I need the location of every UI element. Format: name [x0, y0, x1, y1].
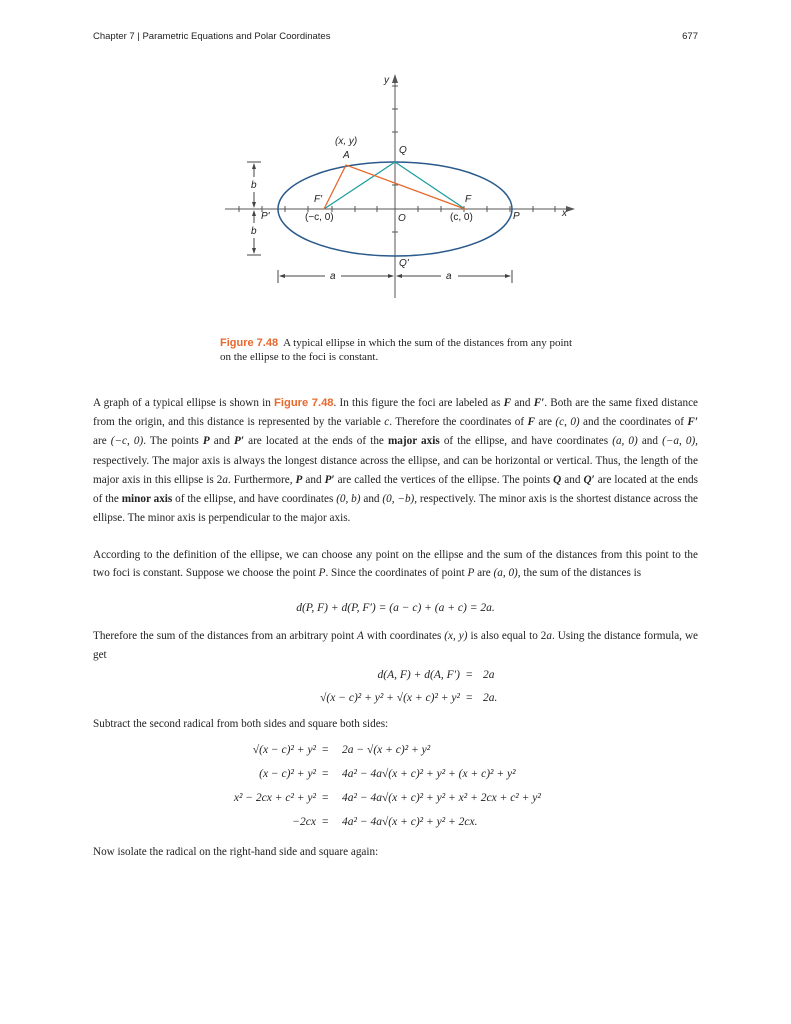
- x-axis-arrow-icon: [566, 206, 575, 212]
- page-number: 677: [682, 31, 698, 42]
- equation-lhs: (x − c)² + y²: [259, 768, 316, 780]
- math-var: P: [467, 566, 475, 579]
- text-run: . Using the distance formula, we get: [93, 630, 698, 661]
- point-q-prime-label: Q': [399, 258, 409, 269]
- figure-caption: [220, 336, 580, 364]
- text-run: of the ellipse, and have coordinates: [439, 435, 613, 448]
- math-expr: (a, 0): [612, 435, 638, 448]
- math-expr: (−c, 0): [110, 435, 144, 448]
- math-expr: (c, 0): [555, 416, 580, 429]
- text-run: respectively. The major axis is always the longest distance across the ellipse, and can be horizontal or vertical. Thus, the length of the major axis in this ellipse is 2: [93, 454, 698, 486]
- equals-sign: =: [322, 816, 329, 828]
- text-run: According to the definition of the ellipse, we can choose any point on the ellipse and the sum of the distances from this point to the two foci is constant. Suppose we choose the point: [93, 549, 698, 579]
- chapter-title: Chapter 7 | Parametric Equations and Polar Coordinates: [93, 31, 331, 42]
- text-run: . The points: [143, 435, 203, 448]
- figure-caption-text: A typical ellipse in which the sum of the distances from any point on the ellipse to the foci is constant.: [220, 337, 573, 363]
- text-run: is also equal to 2: [467, 630, 547, 642]
- y-axis-label: y: [384, 75, 389, 86]
- text-run: are called the vertices of the ellipse. The points: [334, 473, 554, 486]
- equation-lhs: d(A, F) + d(A, F′): [377, 669, 460, 681]
- y-axis-arrow-icon: [392, 74, 398, 83]
- x-axis-label: x: [562, 208, 567, 219]
- math-expr: (x, y): [444, 630, 468, 642]
- math-var: P′: [324, 473, 335, 486]
- math-var: F′: [533, 397, 545, 409]
- text-run: are: [474, 566, 494, 579]
- text-run: respectively. The minor axis is the shortest distance across the ellipse. The minor axis is perpendicular to the major axis.: [93, 493, 699, 525]
- text-run: . Furthermore,: [227, 473, 296, 486]
- text-run: . Therefore the coordinates of: [389, 416, 528, 429]
- equation-lhs: √(x − c)² + y²: [252, 744, 316, 756]
- figure-number: Figure 7.48: [220, 337, 279, 349]
- equation-rhs: 2a − √(x + c)² + y²: [342, 744, 431, 756]
- math-var: P′: [234, 435, 245, 448]
- semi-major-a-left-label: a: [330, 271, 336, 282]
- ellipse-figure: [225, 68, 585, 298]
- equation-rhs: 4a² − 4a√(x + c)² + y² + x² + 2cx + c² + y²: [342, 792, 541, 804]
- vertex-p-label: P: [513, 211, 520, 222]
- term-major-axis: major axis: [387, 435, 440, 448]
- math-var: Q′: [583, 473, 595, 486]
- math-var: Q: [553, 473, 562, 486]
- origin-label: O: [398, 213, 406, 224]
- math-var: F: [527, 416, 535, 429]
- semi-major-a-right-label: a: [446, 271, 452, 282]
- paragraph-subtract-radical: Subtract the second radical from both sides and square both sides:: [93, 718, 389, 730]
- text-run: are located at the ends of the: [93, 473, 698, 506]
- math-var: c: [384, 416, 390, 429]
- equation-rhs: 4a² − 4a√(x + c)² + y² + 2cx.: [342, 816, 478, 828]
- focus-f-coordinates: (c, 0): [450, 212, 473, 223]
- equals-sign: =: [322, 744, 329, 756]
- text-run: are: [93, 435, 111, 448]
- focus-f-label: F: [465, 194, 472, 205]
- equation-rhs: 2a.: [483, 692, 498, 704]
- vertex-p-prime-label: P': [261, 211, 270, 222]
- figure-reference-link[interactable]: Figure 7.48: [274, 397, 334, 409]
- paragraph-isolate-radical: Now isolate the radical on the right-hand side and square again:: [93, 846, 379, 858]
- text-run: and: [360, 493, 383, 506]
- point-a-coordinates-label: (x, y): [335, 136, 358, 147]
- math-var: P: [318, 566, 326, 579]
- semi-minor-b-top-label: b: [251, 180, 257, 191]
- equation-lhs: −2cx: [292, 816, 316, 828]
- term-minor-axis: minor axis: [121, 493, 173, 506]
- text-run: are located at the ends of the: [244, 435, 388, 448]
- math-expr: (a, 0),: [493, 566, 521, 579]
- equation-rhs: 2a: [483, 669, 495, 681]
- text-run: . In this figure the foci are labeled as: [333, 397, 504, 409]
- point-q-label: Q: [399, 145, 407, 156]
- math-var: A: [357, 630, 364, 642]
- math-expr: (0, b): [336, 493, 361, 506]
- math-var: P: [295, 473, 303, 486]
- text-run: and: [302, 473, 325, 486]
- math-expr: (−a, 0),: [662, 435, 698, 448]
- paragraph-arbitrary-point: [93, 627, 698, 665]
- text-run: . Since the coordinates of point: [325, 566, 468, 579]
- semi-minor-b-bottom-label: b: [251, 226, 257, 237]
- math-var: P: [202, 435, 210, 448]
- math-var: F′: [687, 416, 698, 429]
- text-run: and the coordinates of: [579, 416, 688, 429]
- math-var: a: [546, 630, 552, 642]
- equals-sign: =: [466, 669, 473, 681]
- text-run: and: [637, 435, 663, 448]
- text-run: of the ellipse, and have coordinates: [172, 493, 337, 506]
- text-run: and: [561, 473, 584, 486]
- point-a-label: A: [343, 150, 350, 161]
- text-run: and: [209, 435, 235, 448]
- equation-lhs: √(x − c)² + y² + √(x + c)² + y²: [320, 692, 460, 704]
- text-run: the sum of the distances is: [520, 566, 642, 579]
- equals-sign: =: [466, 692, 473, 704]
- equation-rhs: 4a² − 4a√(x + c)² + y² + (x + c)² + y²: [342, 768, 516, 780]
- text-run: with coordinates: [363, 630, 445, 642]
- paragraph-ellipse-description: [93, 394, 698, 528]
- text-run: . Both are the same fixed distance from the origin, and this distance is represented by the variable: [93, 397, 698, 429]
- equals-sign: =: [322, 792, 329, 804]
- text-run: Therefore the sum of the distances from an arbitrary point: [93, 630, 358, 642]
- math-var: a: [222, 473, 228, 486]
- focus-f-prime-coordinates: (−c, 0): [305, 212, 334, 223]
- equals-sign: =: [322, 768, 329, 780]
- equation-lhs: x² − 2cx + c² + y²: [233, 792, 316, 804]
- paragraph-definition: [93, 547, 698, 582]
- focus-f-prime-label: F': [314, 194, 323, 205]
- ellipse-diagram: [225, 68, 585, 298]
- text-run: are: [534, 416, 556, 429]
- text-run: and: [511, 397, 534, 409]
- equation-sum-distances-p: d(P, F) + d(P, F′) = (a − c) + (a + c) = 2a.: [296, 602, 495, 614]
- math-var: F: [503, 397, 512, 409]
- math-expr: (0, −b),: [382, 493, 418, 506]
- text-run: A graph of a typical ellipse is shown in: [93, 397, 275, 409]
